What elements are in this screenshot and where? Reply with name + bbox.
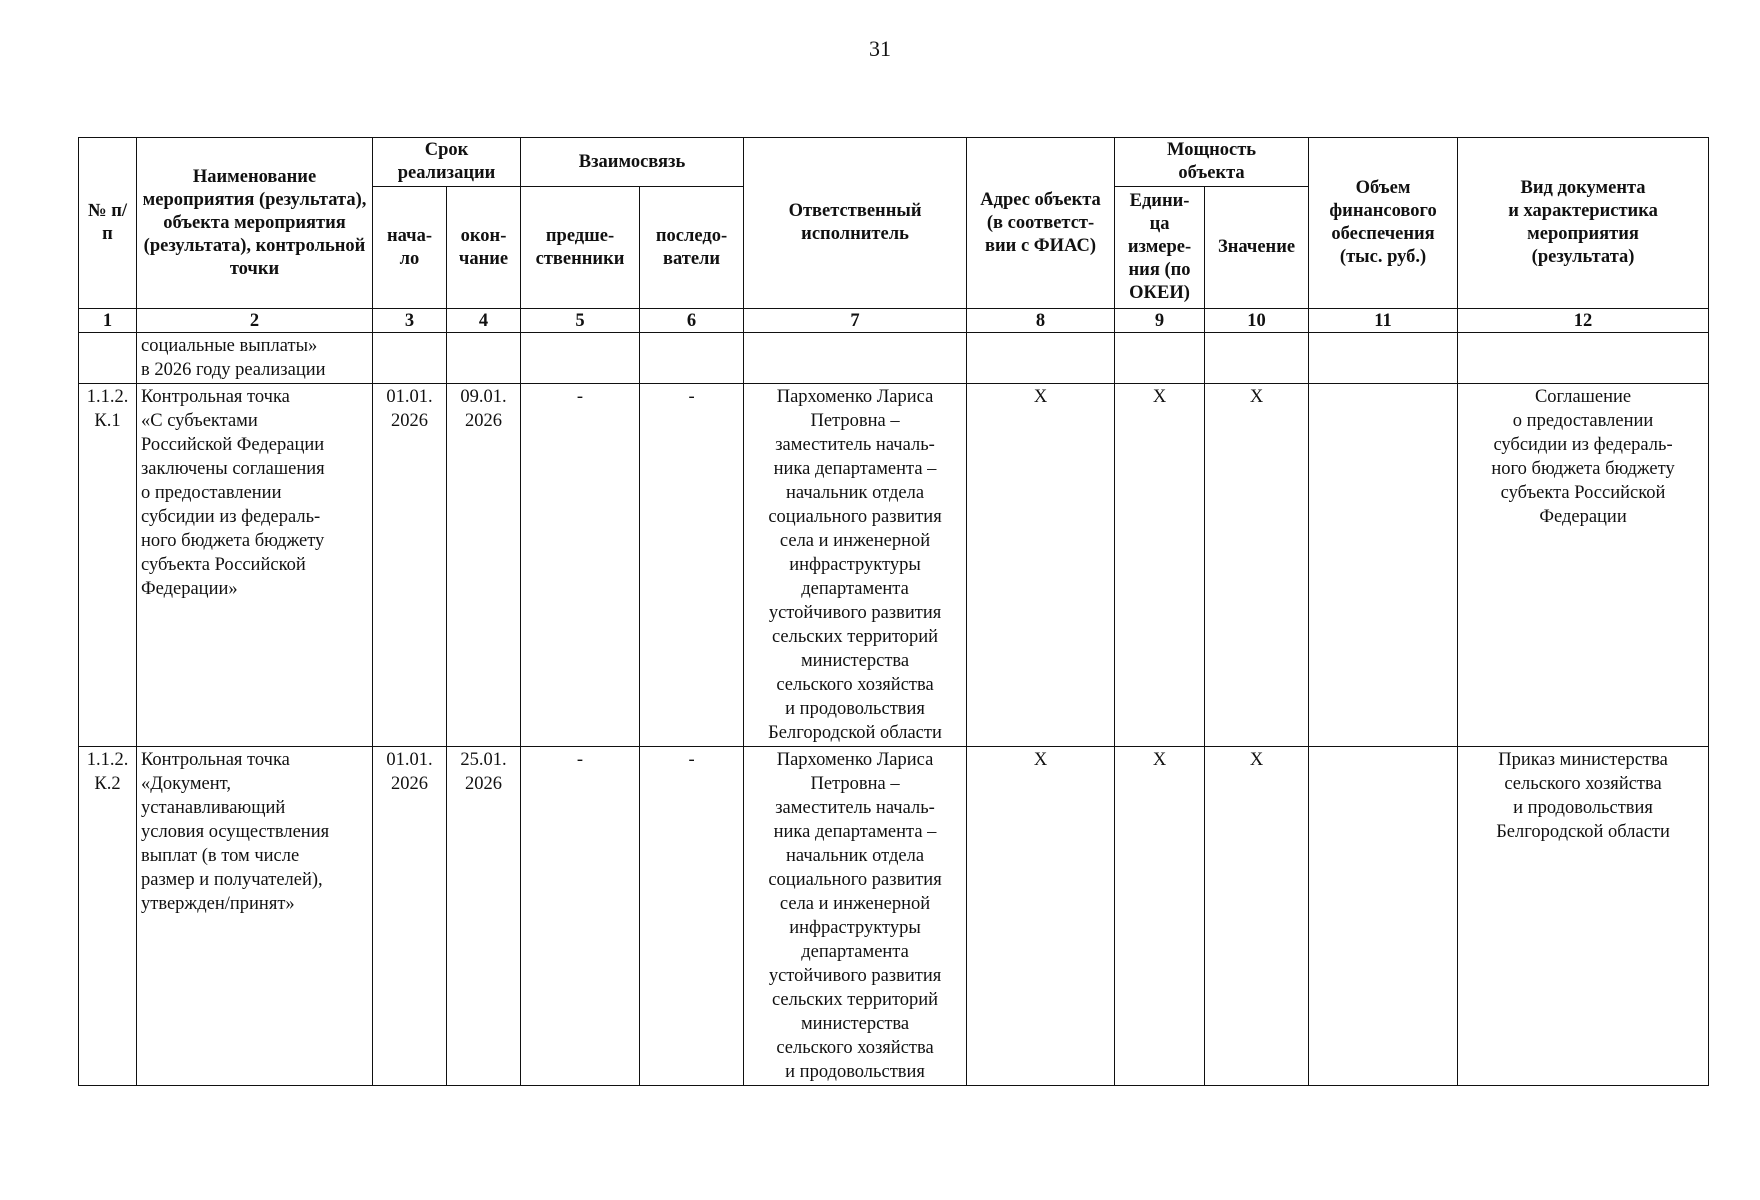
cell-end <box>447 333 521 384</box>
table-row <box>79 384 1709 747</box>
column-number-row <box>79 309 1709 333</box>
cell-name: Контрольная точка «С субъектами Российской Федерации заключены соглашения о предоставлении субсидии из федераль- ного бюджета бюджету субъекта Российской Федерации» <box>137 384 373 747</box>
cell-name: социальные выплаты» в 2026 году реализации <box>137 333 373 384</box>
header-term-end: окон- чание <box>447 187 521 309</box>
column-number: 8 <box>967 309 1115 333</box>
cell-end: 09.01. 2026 <box>447 384 521 747</box>
header-link-next: последо- ватели <box>640 187 744 309</box>
cell-responsible <box>744 333 967 384</box>
header-link: Взаимосвязь <box>521 138 744 187</box>
column-number: 1 <box>79 309 137 333</box>
cell-doc-type: Соглашение о предоставлении субсидии из федераль- ного бюджета бюджету субъекта Российской Федерации <box>1458 384 1709 747</box>
cell-doc-type <box>1458 333 1709 384</box>
page-number: 31 <box>869 36 891 61</box>
header-responsible: Ответственный исполнитель <box>744 138 967 309</box>
events-table <box>78 137 1709 1086</box>
cell-finance <box>1309 384 1458 747</box>
header-doc-type: Вид документа и характеристика мероприятия (результата) <box>1458 138 1709 309</box>
cell-address <box>967 333 1115 384</box>
header-row-1 <box>79 138 1709 187</box>
column-number: 6 <box>640 309 744 333</box>
column-number: 7 <box>744 309 967 333</box>
header-term-start: нача- ло <box>373 187 447 309</box>
column-number: 4 <box>447 309 521 333</box>
header-capacity: Мощность объекта <box>1115 138 1309 187</box>
cell-finance <box>1309 747 1458 1086</box>
cell-num <box>79 333 137 384</box>
header-term: Срок реализации <box>373 138 521 187</box>
cell-value: X <box>1205 747 1309 1086</box>
column-number: 10 <box>1205 309 1309 333</box>
header-value: Значение <box>1205 187 1309 309</box>
column-number: 12 <box>1458 309 1709 333</box>
cell-next: - <box>640 384 744 747</box>
header-name: Наименование мероприятия (результата), объекта мероприятия (результата), контрольной точки <box>137 138 373 309</box>
cell-value: X <box>1205 384 1309 747</box>
cell-address: X <box>967 384 1115 747</box>
column-number: 11 <box>1309 309 1458 333</box>
table-row <box>79 333 1709 384</box>
column-number: 3 <box>373 309 447 333</box>
cell-end: 25.01. 2026 <box>447 747 521 1086</box>
cell-prev <box>521 333 640 384</box>
header-finance: Объем финансового обеспечения (тыс. руб.) <box>1309 138 1458 309</box>
column-number: 5 <box>521 309 640 333</box>
cell-unit: X <box>1115 384 1205 747</box>
cell-start: 01.01. 2026 <box>373 747 447 1086</box>
header-address: Адрес объекта (в соответст- вии с ФИАС) <box>967 138 1115 309</box>
cell-next: - <box>640 747 744 1086</box>
header-unit: Едини- ца измере- ния (по ОКЕИ) <box>1115 187 1205 309</box>
cell-next <box>640 333 744 384</box>
cell-unit <box>1115 333 1205 384</box>
cell-start <box>373 333 447 384</box>
cell-prev: - <box>521 384 640 747</box>
column-number: 2 <box>137 309 373 333</box>
cell-num: 1.1.2. К.2 <box>79 747 137 1086</box>
cell-start: 01.01. 2026 <box>373 384 447 747</box>
cell-num: 1.1.2. К.1 <box>79 384 137 747</box>
cell-responsible: Пархоменко Лариса Петровна – заместитель началь- ника департамента – начальник отдела социального развития села и инженерной инфраструктуры департамента устойчивого развития сельских территорий министерства сельского хозяйства и продовольствия <box>744 747 967 1086</box>
column-number: 9 <box>1115 309 1205 333</box>
cell-unit: X <box>1115 747 1205 1086</box>
header-link-prev: предше- ственники <box>521 187 640 309</box>
cell-doc-type: Приказ министерства сельского хозяйства и продовольствия Белгородской области <box>1458 747 1709 1086</box>
cell-address: X <box>967 747 1115 1086</box>
cell-finance <box>1309 333 1458 384</box>
header-num: № п/п <box>79 138 137 309</box>
table-row <box>79 747 1709 1086</box>
cell-name: Контрольная точка «Документ, устанавливающий условия осуществления выплат (в том числе размер и получателей), утвержден/принят» <box>137 747 373 1086</box>
cell-value <box>1205 333 1309 384</box>
cell-prev: - <box>521 747 640 1086</box>
cell-responsible: Пархоменко Лариса Петровна – заместитель началь- ника департамента – начальник отдела социального развития села и инженерной инфраструктуры департамента устойчивого развития сельских территорий министерства сельского хозяйства и продовольствия Белгородской области <box>744 384 967 747</box>
